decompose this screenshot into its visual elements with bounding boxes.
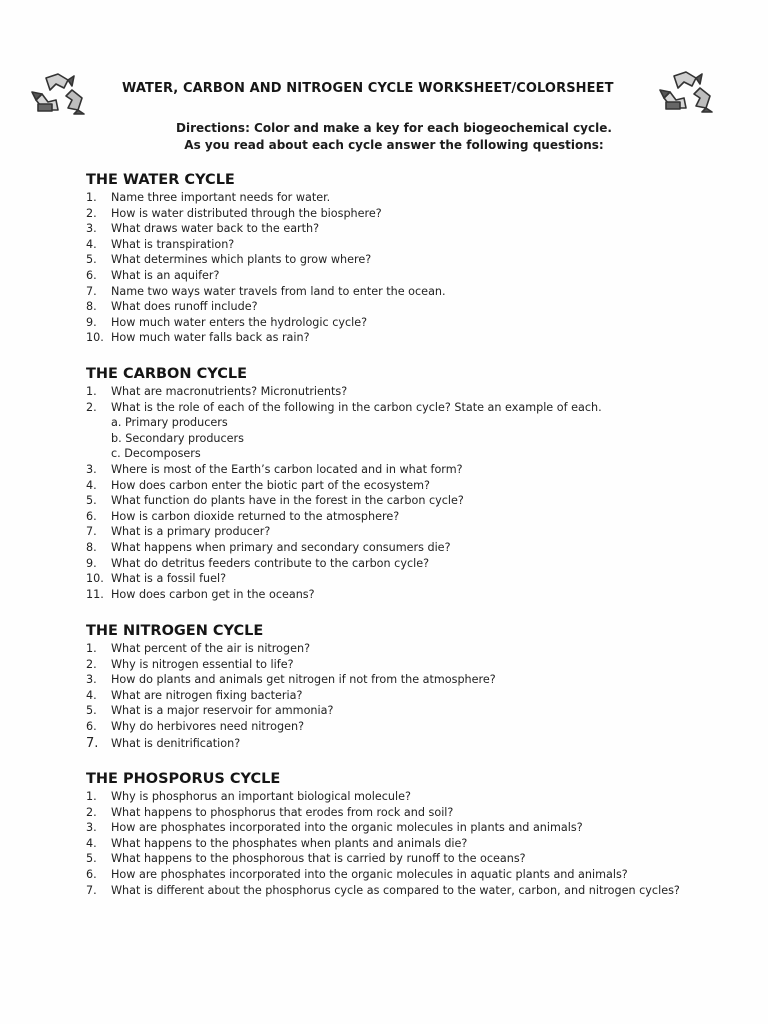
- list-item: [86, 851, 726, 867]
- question-text: How much water falls back as rain?: [111, 331, 310, 345]
- question-list: [86, 641, 726, 753]
- question-text: Why do herbivores need nitrogen?: [111, 719, 305, 733]
- list-item: [86, 719, 726, 735]
- question-text: What draws water back to the earth?: [111, 222, 320, 236]
- list-item: [86, 384, 726, 400]
- question-text: Name two ways water travels from land to enter the ocean.: [111, 284, 446, 298]
- list-item: [86, 400, 726, 416]
- list-item: [86, 493, 726, 509]
- list-item: [86, 221, 726, 237]
- list-item: [86, 540, 726, 556]
- question-text: What is the role of each of the following in the carbon cycle? State an example of each.: [111, 400, 602, 414]
- question-number: 1.: [86, 385, 97, 398]
- sub-item: a. Primary producers: [111, 416, 228, 430]
- question-text: What percent of the air is nitrogen?: [111, 642, 311, 655]
- question-number: 7.: [86, 284, 97, 298]
- question-number: 5.: [86, 852, 97, 866]
- recycle-icon: [656, 68, 718, 114]
- question-number: 9.: [86, 315, 97, 329]
- question-text: What determines which plants to grow where?: [111, 253, 372, 267]
- list-item: [86, 883, 726, 899]
- question-list: [86, 190, 726, 346]
- question-number: 5.: [86, 253, 97, 267]
- sub-item: c. Decomposers: [111, 447, 201, 461]
- list-item: [86, 190, 726, 206]
- question-number: 3.: [86, 821, 97, 835]
- question-text: How do plants and animals get nitrogen if not from the atmosphere?: [111, 673, 496, 687]
- question-text: Name three important needs for water.: [111, 191, 331, 204]
- list-item: [86, 789, 726, 805]
- list-item: [86, 478, 726, 494]
- list-item: [86, 206, 726, 222]
- list-item: [86, 587, 726, 603]
- question-text: What is a major reservoir for ammonia?: [111, 704, 334, 718]
- question-number: 4.: [86, 478, 97, 492]
- question-text: How is carbon dioxide returned to the atmosphere?: [111, 509, 400, 523]
- question-number: 1.: [86, 642, 97, 655]
- question-text: How does carbon enter the biotic part of the ecosystem?: [111, 478, 430, 492]
- list-item: [86, 284, 726, 300]
- question-number: 6.: [86, 509, 97, 523]
- question-text: What is transpiration?: [111, 237, 235, 251]
- question-number: 1.: [86, 191, 97, 204]
- list-item: [86, 805, 726, 821]
- question-number: 6.: [86, 268, 97, 282]
- question-text: What is denitrification?: [111, 736, 241, 750]
- list-item: [86, 836, 726, 852]
- list-item: [86, 462, 726, 478]
- question-text: Where is most of the Earth’s carbon located and in what form?: [111, 462, 463, 476]
- question-number: 4.: [86, 237, 97, 251]
- question-number: 3.: [86, 222, 97, 236]
- question-text: How much water enters the hydrologic cycle?: [111, 315, 368, 329]
- question-number: 4.: [86, 688, 97, 702]
- question-number: 6.: [86, 719, 97, 733]
- question-text: Why is nitrogen essential to life?: [111, 657, 294, 671]
- list-item: [86, 509, 726, 525]
- section-heading: THE WATER CYCLE: [86, 172, 235, 188]
- question-number: 2.: [86, 805, 97, 819]
- section-heading: THE CARBON CYCLE: [86, 366, 247, 382]
- list-item: [86, 571, 726, 587]
- nitrogen-cycle-section: [86, 621, 726, 753]
- question-number: 5.: [86, 704, 97, 718]
- question-text: What does runoff include?: [111, 300, 258, 314]
- question-number: 3.: [86, 462, 97, 476]
- question-text: What are nitrogen fixing bacteria?: [111, 688, 303, 702]
- question-text: What happens when primary and secondary consumers die?: [111, 540, 451, 554]
- list-item: [86, 688, 726, 704]
- question-number: 7.: [86, 525, 97, 539]
- list-item: [86, 672, 726, 688]
- list-item: [86, 315, 726, 331]
- question-text: How are phosphates incorporated into the organic molecules in aquatic plants and animals?: [111, 867, 628, 881]
- directions-line-2: As you read about each cycle answer the following questions:: [184, 138, 604, 152]
- question-text: What happens to the phosphorous that is carried by runoff to the oceans?: [111, 852, 526, 866]
- question-text: What happens to the phosphates when plants and animals die?: [111, 836, 468, 850]
- question-number: 7.: [86, 883, 97, 897]
- list-item: [86, 657, 726, 673]
- list-item: [86, 330, 726, 346]
- question-text: What is a primary producer?: [111, 525, 271, 539]
- phosphorus-cycle-section: [86, 769, 726, 898]
- question-text: How is water distributed through the biosphere?: [111, 206, 382, 220]
- question-text: What is an aquifer?: [111, 268, 220, 282]
- list-item: [86, 867, 726, 883]
- question-text: What is a fossil fuel?: [111, 572, 227, 586]
- question-list: [86, 384, 726, 602]
- directions-line-1: Directions: Color and make a key for each biogeochemical cycle.: [176, 121, 612, 135]
- water-cycle-section: [86, 170, 726, 346]
- question-number: 2.: [86, 400, 97, 414]
- question-list: [86, 789, 726, 898]
- question-text: What are macronutrients? Micronutrients?: [111, 385, 348, 398]
- sub-item: b. Secondary producers: [111, 431, 244, 445]
- question-number: 8.: [86, 540, 97, 554]
- list-item: [86, 299, 726, 315]
- list-item: [86, 268, 726, 284]
- question-number: 2.: [86, 206, 97, 220]
- question-text: What do detritus feeders contribute to the carbon cycle?: [111, 556, 430, 570]
- question-number: 11.: [86, 587, 104, 601]
- section-heading: THE NITROGEN CYCLE: [86, 623, 264, 639]
- list-item: [86, 524, 726, 540]
- list-item: [86, 820, 726, 836]
- directions: [0, 120, 768, 154]
- question-text: How are phosphates incorporated into the organic molecules in plants and animals?: [111, 821, 583, 835]
- question-number: 7.: [86, 735, 99, 751]
- question-text: What function do plants have in the forest in the carbon cycle?: [111, 494, 464, 508]
- list-item: [86, 641, 726, 657]
- question-number: 9.: [86, 556, 97, 570]
- question-number: 10.: [86, 572, 104, 586]
- list-item: [86, 237, 726, 253]
- question-text: How does carbon get in the oceans?: [111, 587, 315, 601]
- page-title: WATER, CARBON AND NITROGEN CYCLE WORKSHEET/COLORSHEET: [122, 81, 614, 96]
- question-number: 5.: [86, 494, 97, 508]
- list-item: [86, 556, 726, 572]
- carbon-cycle-section: [86, 364, 726, 602]
- question-number: 3.: [86, 673, 97, 687]
- question-text: Why is phosphorus an important biological molecule?: [111, 790, 411, 803]
- recycle-icon: [28, 70, 90, 116]
- question-text: What happens to phosphorus that erodes from rock and soil?: [111, 805, 454, 819]
- list-item: [86, 252, 726, 268]
- question-number: 1.: [86, 790, 97, 803]
- question-number: 8.: [86, 300, 97, 314]
- question-number: 2.: [86, 657, 97, 671]
- list-item: [86, 703, 726, 719]
- section-heading: THE PHOSPORUS CYCLE: [86, 771, 281, 787]
- list-item: [86, 735, 726, 753]
- question-text: What is different about the phosphorus cycle as compared to the water, carbon, and nitrogen cycles?: [111, 883, 680, 897]
- question-number: 4.: [86, 836, 97, 850]
- question-number: 10.: [86, 331, 104, 345]
- question-number: 6.: [86, 867, 97, 881]
